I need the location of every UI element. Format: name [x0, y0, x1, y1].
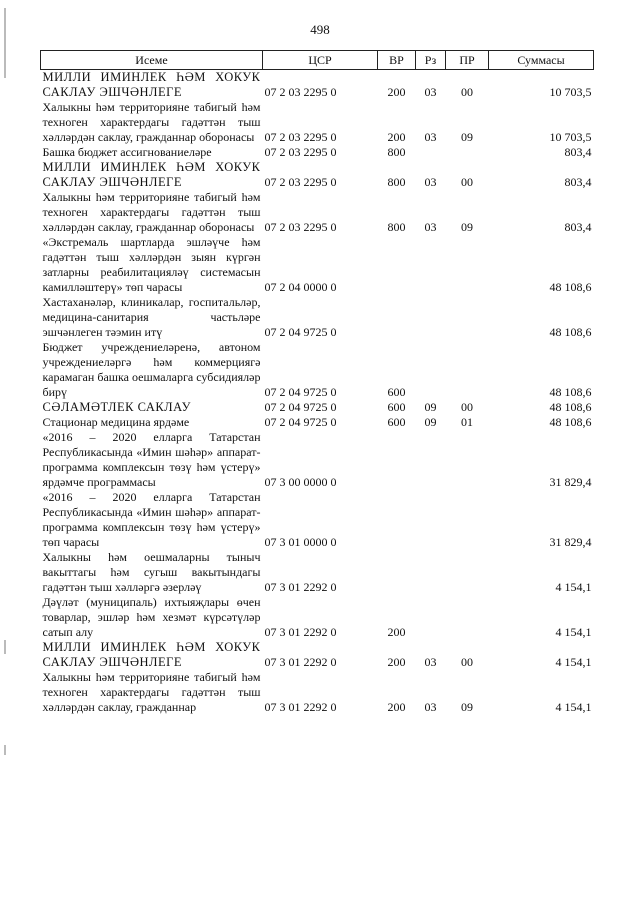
cell-vr: 200 — [387, 130, 406, 144]
cell-sum: 48 108,6 — [549, 415, 592, 429]
scan-margin-mark — [4, 8, 6, 78]
cell-pr: 00 — [461, 175, 473, 189]
cell-sum: 4 154,1 — [555, 655, 592, 669]
cell-csr: 07 2 04 9725 0 — [264, 400, 337, 414]
cell-vr — [378, 295, 416, 340]
table-row — [41, 295, 594, 340]
cell-pr — [446, 430, 489, 490]
cell-pr — [446, 340, 489, 400]
cell-sum: 31 829,4 — [549, 535, 592, 549]
cell-csr: 07 2 03 2295 0 — [264, 130, 337, 144]
header-name: Исеме — [41, 51, 263, 70]
cell-name: «2016 – 2020 елларга Татарстан Республикасында «Имин шәһәр» аппарат-программа комплексын төзү һәм үстерү» төп чарасы — [42, 490, 261, 549]
cell-csr: 07 3 01 2292 0 — [264, 625, 337, 639]
cell-pr — [446, 295, 489, 340]
cell-csr: 07 2 03 2295 0 — [264, 145, 337, 159]
cell-rz: 03 — [424, 220, 437, 234]
cell-vr — [378, 490, 416, 550]
table-row — [41, 190, 594, 235]
table-row — [41, 550, 594, 595]
cell-vr: 800 — [387, 220, 406, 234]
table-row — [41, 340, 594, 400]
table-header-row — [41, 51, 594, 70]
cell-csr: 07 2 03 2295 0 — [264, 175, 337, 189]
cell-pr: 09 — [461, 220, 473, 234]
cell-sum: 4 154,1 — [555, 580, 592, 594]
cell-pr: 00 — [461, 655, 473, 669]
table-row — [41, 70, 594, 101]
table-row — [41, 430, 594, 490]
cell-name: Башка бюджет ассигнованиеләре — [42, 145, 212, 159]
cell-rz — [416, 340, 446, 400]
cell-csr: 07 2 04 9725 0 — [264, 385, 337, 399]
cell-vr — [378, 235, 416, 295]
cell-pr — [446, 490, 489, 550]
cell-rz — [416, 490, 446, 550]
cell-vr: 800 — [387, 175, 406, 189]
table-row — [41, 145, 594, 160]
cell-vr: 200 — [387, 85, 406, 99]
cell-name: СӘЛАМӘТЛЕК САКЛАУ — [42, 400, 191, 414]
cell-vr: 200 — [387, 700, 406, 714]
cell-name: Халыкны һәм оешмаларны тыныч вакыттагы һәм сугыш вакытындагы гадәттән тыш хәлләргә әзерләү — [42, 550, 261, 594]
cell-sum: 31 829,4 — [549, 475, 592, 489]
cell-sum: 803,4 — [564, 175, 592, 189]
cell-pr — [446, 145, 489, 160]
header-sum: Суммасы — [489, 51, 594, 70]
cell-rz: 03 — [424, 175, 437, 189]
cell-vr: 200 — [387, 655, 406, 669]
cell-pr: 00 — [461, 85, 473, 99]
cell-pr: 00 — [461, 400, 473, 414]
cell-vr — [378, 430, 416, 490]
scan-margin-mark — [4, 745, 6, 755]
cell-vr: 800 — [387, 145, 406, 159]
cell-csr: 07 2 04 0000 0 — [264, 280, 337, 294]
table-row — [41, 415, 594, 430]
cell-pr — [446, 550, 489, 595]
cell-sum: 48 108,6 — [549, 385, 592, 399]
table-row — [41, 670, 594, 715]
table-row — [41, 595, 594, 640]
page-number: 498 — [310, 22, 330, 37]
cell-csr: 07 2 04 9725 0 — [264, 415, 337, 429]
header-vr: ВР — [378, 51, 416, 70]
cell-vr: 600 — [387, 415, 406, 429]
cell-pr — [446, 235, 489, 295]
cell-csr: 07 2 03 2295 0 — [264, 220, 337, 234]
cell-sum: 803,4 — [564, 145, 592, 159]
cell-name: Хастаханәләр, клиникалар, госпитальләр, медицина-санитария частьләре эшчәнлеген тәэмин итү — [42, 295, 261, 339]
cell-rz: 03 — [424, 655, 437, 669]
cell-rz: 09 — [424, 400, 437, 414]
cell-name: Халыкны һәм территорияне табигый һәм техноген характердагы гадәттән тыш хәлләрдән саклау, гражданнар оборонасы — [42, 100, 261, 144]
cell-sum: 4 154,1 — [555, 625, 592, 639]
cell-csr: 07 2 03 2295 0 — [264, 85, 337, 99]
cell-pr: 01 — [461, 415, 473, 429]
table-body — [41, 70, 594, 716]
cell-csr: 07 3 01 2292 0 — [264, 700, 337, 714]
table-row — [41, 235, 594, 295]
cell-csr: 07 2 04 9725 0 — [264, 325, 337, 339]
header-csr: ЦСР — [263, 51, 378, 70]
cell-vr: 600 — [387, 400, 406, 414]
cell-name: МИЛЛИ ИМИНЛЕК ҺӘМ ХОКУК САКЛАУ ЭШЧӘНЛЕГЕ — [42, 70, 261, 99]
cell-sum: 48 108,6 — [549, 400, 592, 414]
cell-rz — [416, 295, 446, 340]
cell-name: МИЛЛИ ИМИНЛЕК ҺӘМ ХОКУК САКЛАУ ЭШЧӘНЛЕГЕ — [42, 160, 261, 189]
cell-vr: 200 — [387, 625, 406, 639]
cell-sum: 10 703,5 — [549, 130, 592, 144]
cell-name: «Экстремаль шартларда эшләүче һәм гадәттән тыш хәлләрдән зыян күргән затларны реабилитацияләү системасын камилләштерү» төп чарасы — [42, 235, 261, 294]
cell-name: Халыкны һәм территорияне табигый һәм техноген характердагы гадәттән тыш хәлләрдән саклау, гражданнар — [42, 670, 261, 714]
cell-rz — [416, 235, 446, 295]
table-row — [41, 160, 594, 190]
cell-pr: 09 — [461, 700, 473, 714]
cell-rz — [416, 430, 446, 490]
header-rz: Рз — [416, 51, 446, 70]
header-pr: ПР — [446, 51, 489, 70]
cell-csr: 07 3 00 0000 0 — [264, 475, 337, 489]
cell-csr: 07 3 01 2292 0 — [264, 655, 337, 669]
cell-pr: 09 — [461, 130, 473, 144]
cell-name: МИЛЛИ ИМИНЛЕК ҺӘМ ХОКУК САКЛАУ ЭШЧӘНЛЕГЕ — [42, 640, 261, 669]
cell-rz: 03 — [424, 85, 437, 99]
cell-name: Стационар медицина ярдәме — [42, 415, 190, 429]
table-row — [41, 100, 594, 145]
cell-rz — [416, 595, 446, 640]
cell-vr: 600 — [387, 385, 406, 399]
cell-name: Бюджет учреждениеләренә, автоном учреждениеләргә һәм коммерциягә карамаган башка оешмаларга субсидияләр бирү — [42, 340, 261, 399]
cell-sum: 48 108,6 — [549, 325, 592, 339]
table-row — [41, 640, 594, 670]
cell-sum: 803,4 — [564, 220, 592, 234]
cell-pr — [446, 595, 489, 640]
cell-sum: 4 154,1 — [555, 700, 592, 714]
cell-rz — [416, 550, 446, 595]
cell-rz: 03 — [424, 700, 437, 714]
cell-name: Халыкны һәм территорияне табигый һәм техноген характердагы гадәттән тыш хәлләрдән саклау, гражданнар оборонасы — [42, 190, 261, 234]
cell-name: «2016 – 2020 елларга Татарстан Республикасында «Имин шәһәр» аппарат-программа комплексын төзү һәм үстерү» ярдәмче программасы — [42, 430, 261, 489]
cell-rz: 09 — [424, 415, 437, 429]
cell-csr: 07 3 01 2292 0 — [264, 580, 337, 594]
budget-table — [40, 50, 594, 715]
cell-csr: 07 3 01 0000 0 — [264, 535, 337, 549]
table-row — [41, 490, 594, 550]
scan-margin-mark — [4, 640, 6, 654]
cell-rz — [416, 145, 446, 160]
cell-sum: 48 108,6 — [549, 280, 592, 294]
table-row — [41, 400, 594, 415]
cell-rz: 03 — [424, 130, 437, 144]
cell-sum: 10 703,5 — [549, 85, 592, 99]
cell-name: Дәүләт (муниципаль) ихтыяҗлары өчен товарлар, эшләр һәм хезмәт күрсәтүләр сатып алу — [42, 595, 261, 639]
cell-vr — [378, 550, 416, 595]
